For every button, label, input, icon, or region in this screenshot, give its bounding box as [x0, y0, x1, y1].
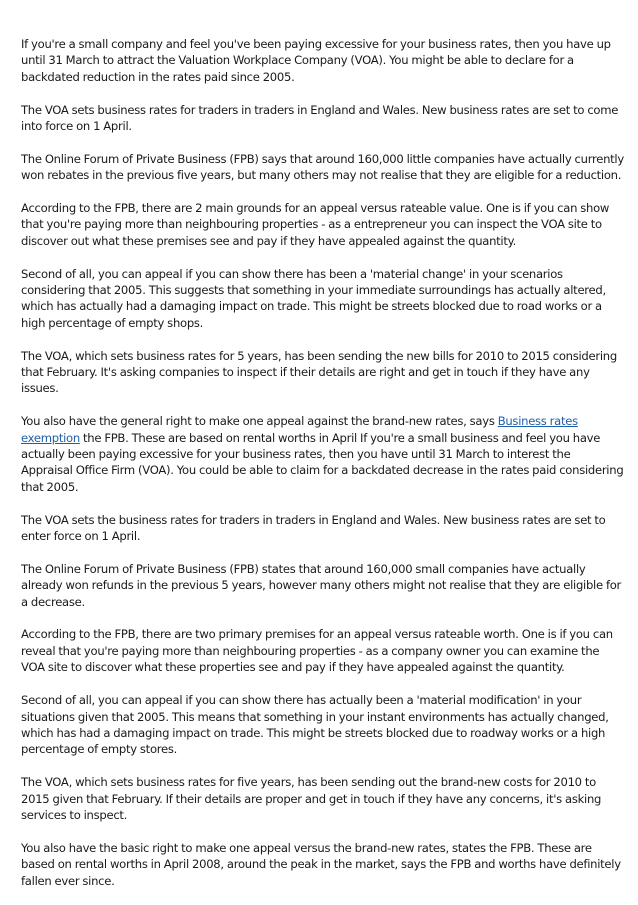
paragraph-3: The Online Forum of Private Business (FPB) says that around 160,000 little companies have actually currently won rebates in the previous five years, but many others may not realise that they are eligible for a reduction.: [21, 151, 624, 183]
paragraph-1: If you're a small company and feel you've been paying excessive for your business rates, then you have up until 31 March to attract the Valuation Workplace Company (VOA). You might be able to declare for a backdated reduction in the rates paid since 2005.: [21, 37, 611, 84]
paragraph-5: Second of all, you can appeal if you can show there has been a 'material change' in your scenarios considering that 2005. This suggests that something in your immediate surroundings has actually altered, which has actually had a damaging impact on trade. This might be streets blocked due to road works or a high percentage of empty shops.: [21, 266, 606, 330]
paragraph-9: The Online Forum of Private Business (FPB) states that around 160,000 small companies have actually already won refunds in the previous 5 years, however many others might not realise that they are eligible for a decrease.: [21, 561, 622, 609]
paragraph-11: Second of all, you can appeal if you can show there has actually been a 'material modification' in your situations given that 2005. This means that something in your instant environments has actually changed, which has had a damaging impact on trade. This might be streets blocked due to roadway works or a high percentage of empty stores.: [21, 693, 609, 757]
business-rates-exemption-link[interactable]: Business rates exemption: [21, 414, 578, 445]
article-body: [21, 36, 624, 905]
paragraph-7-before-link: You also have the general right to make one appeal against the brand-new rates, says: [21, 414, 498, 429]
paragraph-7-after-link: the FPB. These are based on rental worths in April If you're a small business and feel you have actually been paying excessive for your business rates, then you have until 31 March to interest the Appraisal Office Firm (VOA). You could be able to claim for a backdated decrease in the rates paid considering that 2005.: [21, 430, 624, 494]
paragraph-13: You also have the basic right to make one appeal versus the brand-new rates, states the FPB. These are based on rental worths in April 2008, around the peak in the market, says the FPB and worths have definitely fallen ever since.: [21, 840, 621, 888]
paragraph-4: According to the FPB, there are 2 main grounds for an appeal versus rateable value. One is if you can show that you're paying more than neighbouring properties - as a entrepreneur you can inspect the VOA site to discover out what these premises see and pay if they have appealed against the quantity.: [21, 201, 610, 248]
paragraph-12: The VOA, which sets business rates for five years, has been sending out the brand-new costs for 2010 to 2015 given that February. If their details are proper and get in touch if they have any concerns, it's asking services to inspect.: [21, 775, 602, 822]
paragraph-2: The VOA sets business rates for traders in traders in England and Wales. New business rates are set to come into force on 1 April.: [21, 102, 619, 134]
paragraph-10: According to the FPB, there are two primary premises for an appeal versus rateable worth. One is if you can reveal that you're paying more than neighbouring properties - as a company owner you can examine the VOA site to discover what these properties see and pay if they have appealed against the quantity.: [21, 627, 613, 675]
paragraph-7: [21, 413, 624, 495]
paragraph-8: The VOA sets the business rates for traders in traders in England and Wales. New business rates are set to enter force on 1 April.: [21, 512, 606, 544]
paragraph-6: The VOA, which sets business rates for 5 years, has been sending the new bills for 2010 to 2015 considering that February. It's asking companies to inspect if their details are right and get in touch if they have any issues.: [21, 348, 617, 396]
